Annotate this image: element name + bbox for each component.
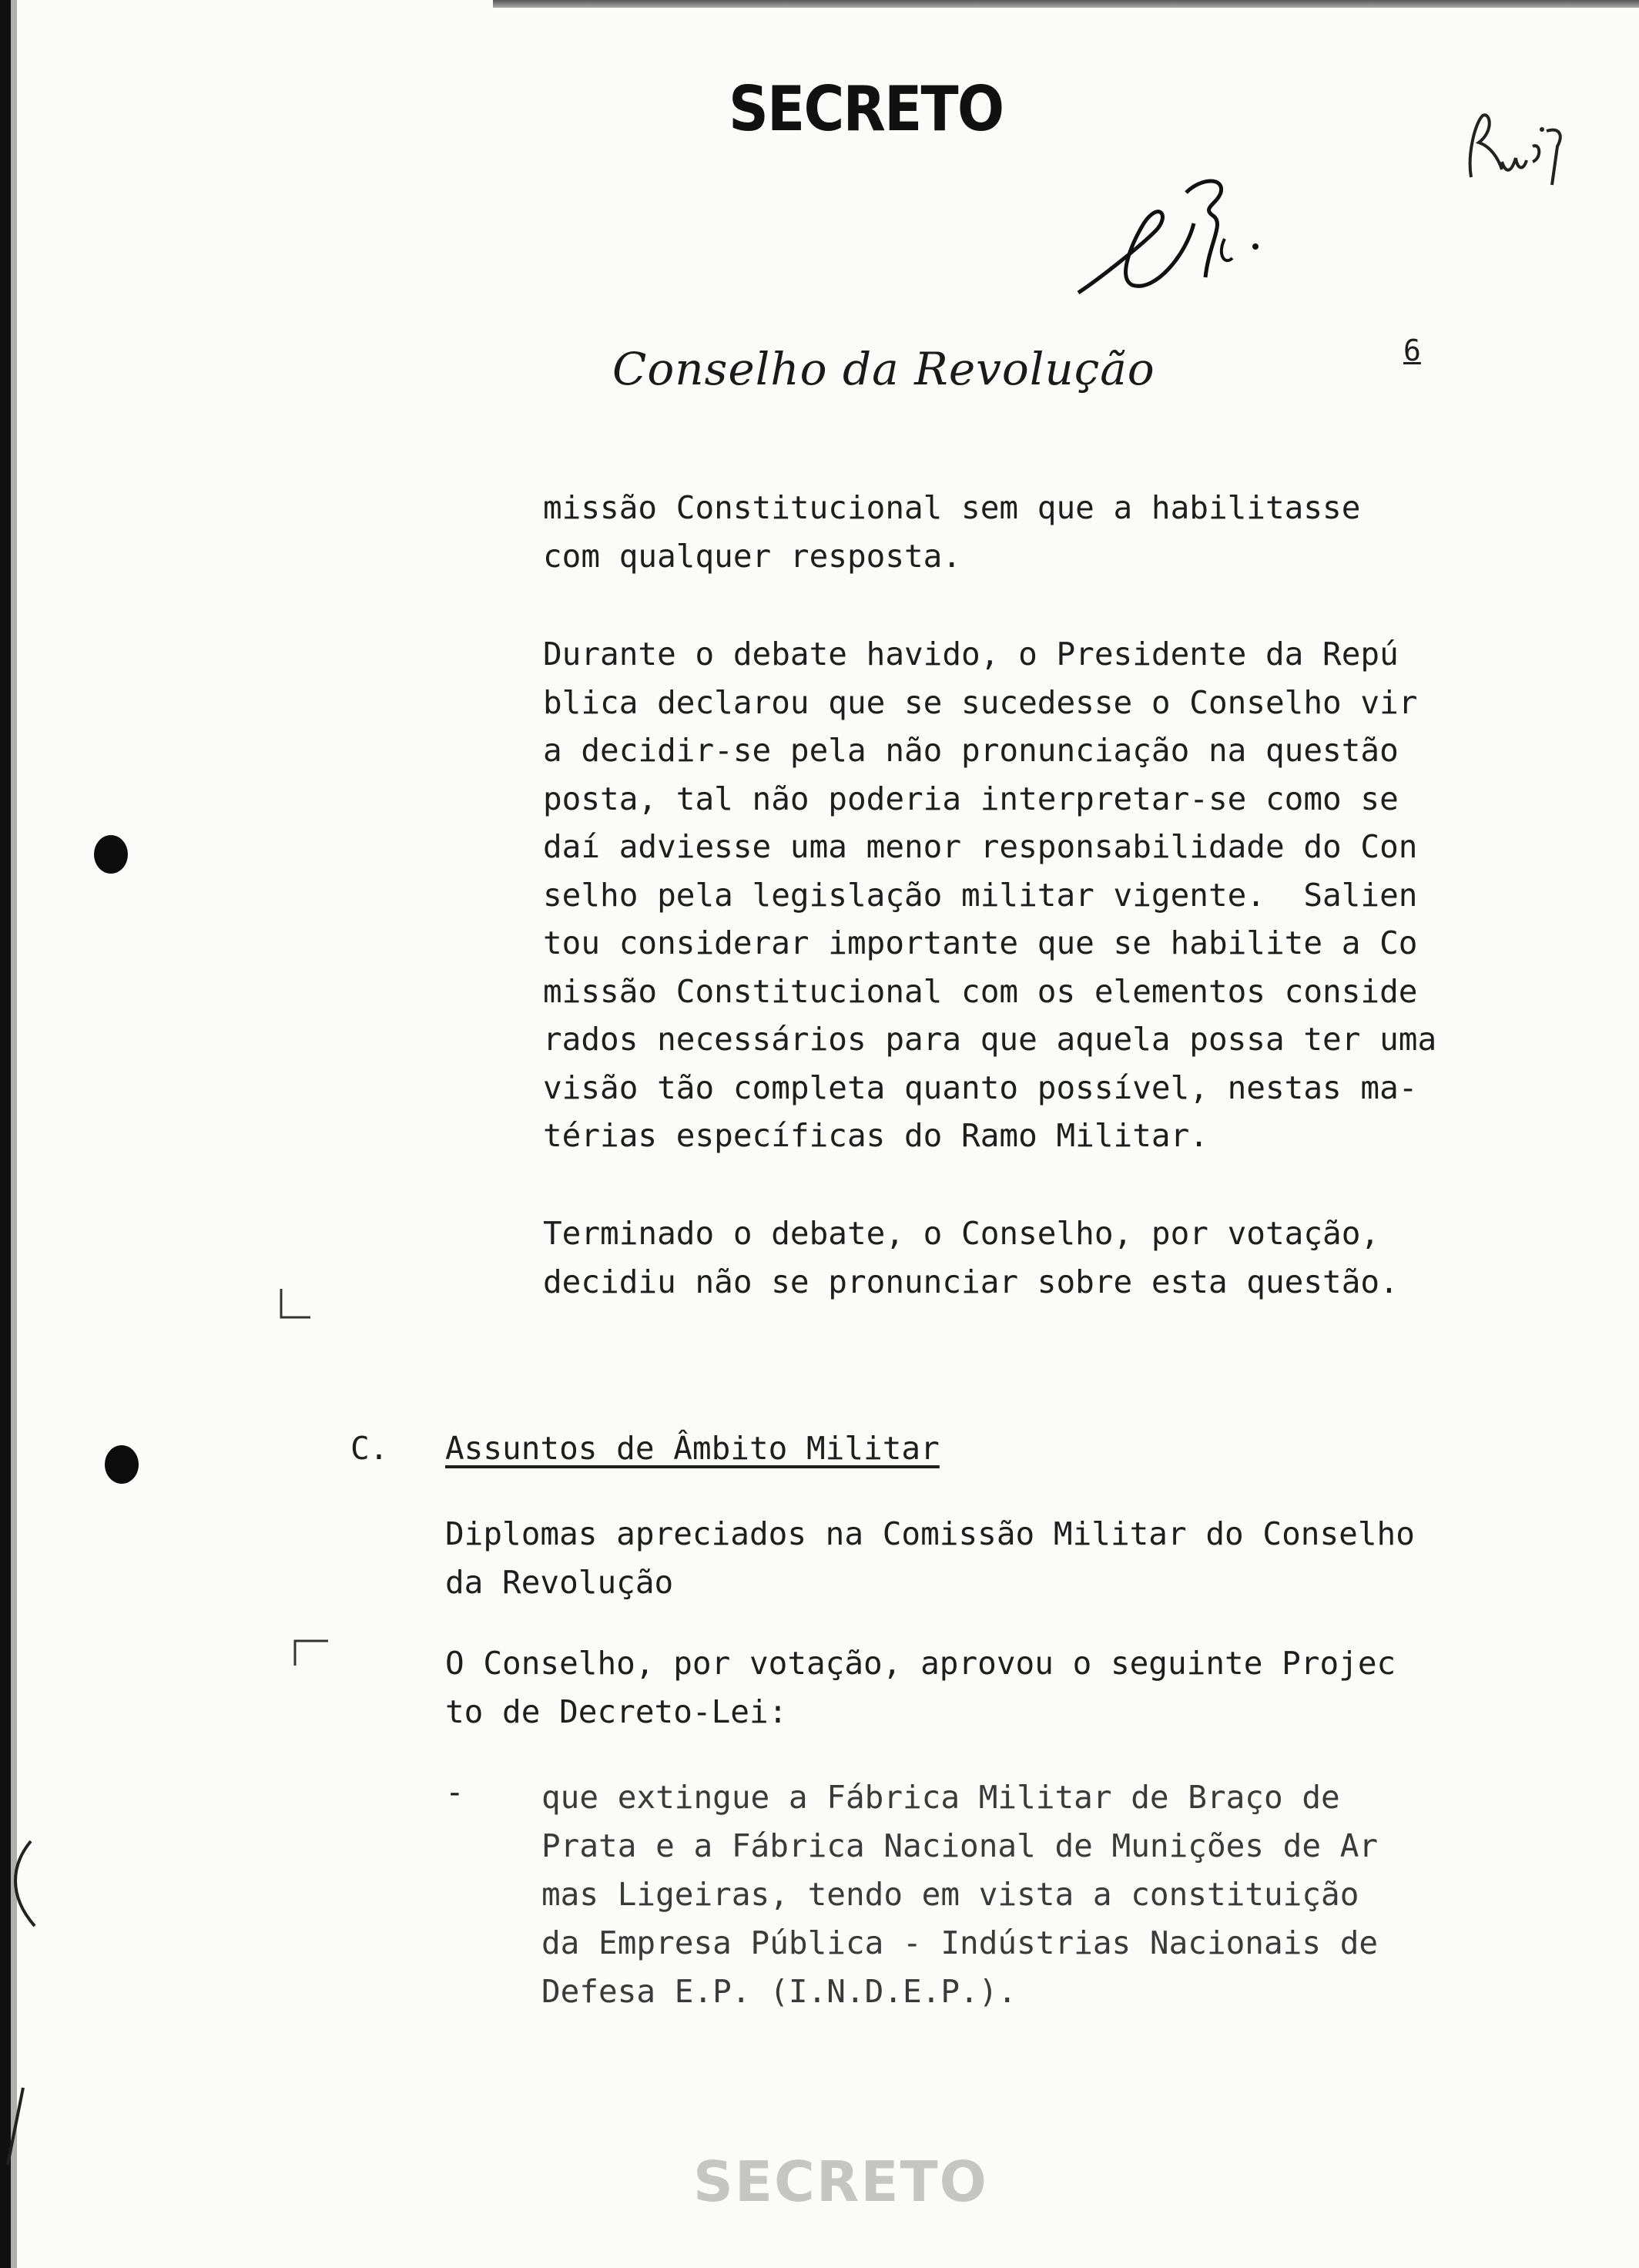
punch-hole-bottom <box>105 1445 139 1484</box>
scan-top-edge <box>493 0 1639 8</box>
left-margin-stroke <box>0 2080 31 2172</box>
handwritten-reference-mark <box>1456 100 1579 193</box>
letterhead-title: Conselho da Revolução <box>612 343 1155 395</box>
classification-stamp-bottom: SECRETO <box>693 2149 988 2214</box>
classification-stamp-top: SECRETO <box>729 73 1004 145</box>
decision-text: O Conselho, por votação, aprovou o seguinte Projec to de Decreto-Lei: <box>445 1645 1396 1730</box>
corner-mark-bottom-left <box>273 1285 320 1324</box>
bullet-text: que extingue a Fábrica Militar de Braço de Prata e a Fábrica Nacional de Munições de Ar mas Ligeiras, tendo em vista a constituição da Empresa Pública - Indústrias Nacionais de Defesa E.P. (I.N.D.E.P.). <box>541 1779 1379 2010</box>
paragraph-2: Durante o debate havido, o Presidente da Repú blica declarou que se sucedesse o Conselho vir a decidir-se pela não pronunciação na questão posta, tal não poderia interpretar-se como se daí adviesse uma menor responsabilidade do Con selho pela legislação militar vigente. Salien tou considerar importante que se habilite a Co missão Constitucional com os elementos conside rados necessários para que aquela possa ter uma visão tão completa quanto possível, nestas ma- térias específicas do Ramo Militar. <box>543 636 1437 1154</box>
section-subtitle: Diplomas apreciados na Comissão Militar do Conselho da Revolução <box>445 1515 1415 1601</box>
punch-hole-top <box>94 835 128 874</box>
corner-mark-top-left <box>291 1635 337 1673</box>
paragraph-3: Terminado o debate, o Conselho, por votação, decidiu não se pronunciar sobre esta questão. <box>543 1215 1399 1300</box>
section-letter: C. <box>350 1430 389 1467</box>
left-margin-bracket <box>0 1834 39 1934</box>
bullet-dash: - <box>445 1773 464 1810</box>
page-number: 6 <box>1403 334 1421 367</box>
paragraph-1: missão Constitucional sem que a habilitasse com qualquer resposta. <box>543 489 1361 575</box>
handwritten-initials <box>1071 169 1271 300</box>
section-title: Assuntos de Âmbito Militar <box>445 1430 940 1467</box>
